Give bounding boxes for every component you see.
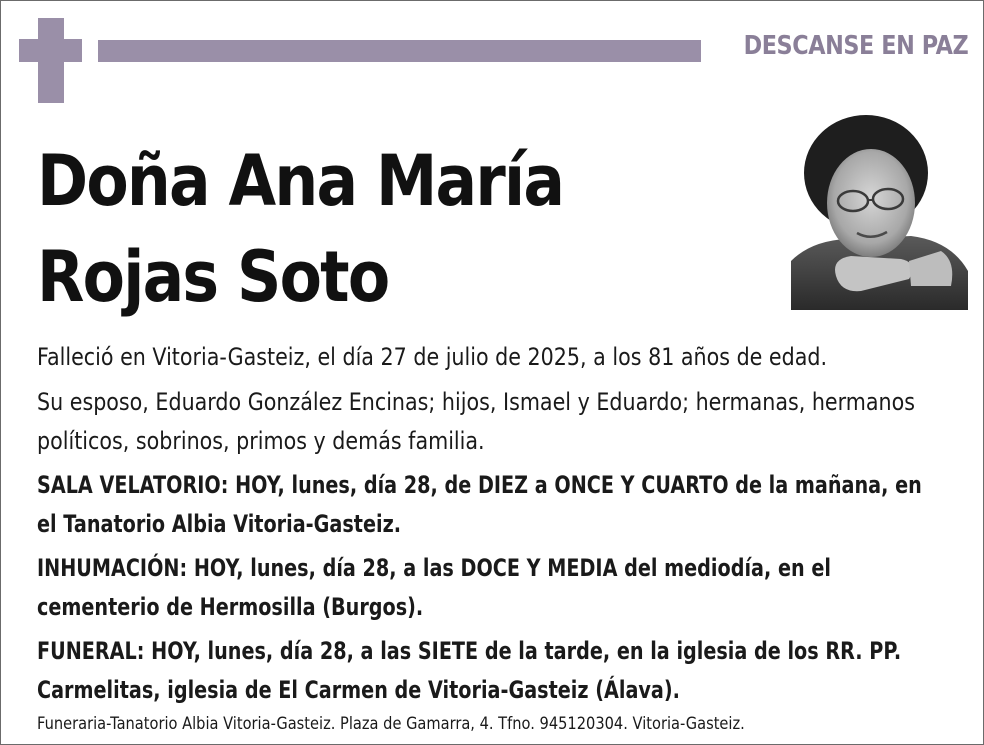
funeral-home-footer: Funeraria-Tanatorio Albia Vitoria-Gasteiz. Plaza de Gamarra, 4. Tfno. 945120304. Vitoria-Gasteiz. bbox=[37, 714, 745, 734]
deceased-name bbox=[37, 133, 563, 325]
header-rule bbox=[98, 40, 701, 62]
cross-horizontal-bar bbox=[19, 39, 82, 62]
funeral-details: FUNERAL: HOY, lunes, día 28, a las SIETE de la tarde, en la iglesia de los RR. PP. Carmelitas, iglesia de El Carmen de Vitoria-Gasteiz (Álava). bbox=[37, 637, 902, 704]
burial-details: INHUMACIÓN: HOY, lunes, día 28, a las DOCE Y MEDIA del mediodía, en el cementerio de Hermosilla (Burgos). bbox=[37, 554, 831, 621]
family-members: Su esposo, Eduardo González Encinas; hijos, Ismael y Eduardo; hermanas, hermanos políticos, sobrinos, primos y demás familia. bbox=[37, 388, 915, 455]
deceased-name-line1: Doña Ana María bbox=[37, 140, 564, 222]
death-notice: Falleció en Vitoria-Gasteiz, el día 27 de julio de 2025, a los 81 años de edad. bbox=[37, 343, 828, 371]
deceased-name-line2: Rojas Soto bbox=[37, 236, 389, 318]
header-label: DESCANSE EN PAZ bbox=[743, 31, 968, 61]
wake-details: SALA VELATORIO: HOY, lunes, día 28, de DIEZ a ONCE Y CUARTO de la mañana, en el Tanatorio Albia Vitoria-Gasteiz. bbox=[37, 471, 922, 538]
portrait-photo bbox=[791, 111, 968, 310]
portrait-photo-illustration bbox=[791, 111, 968, 310]
